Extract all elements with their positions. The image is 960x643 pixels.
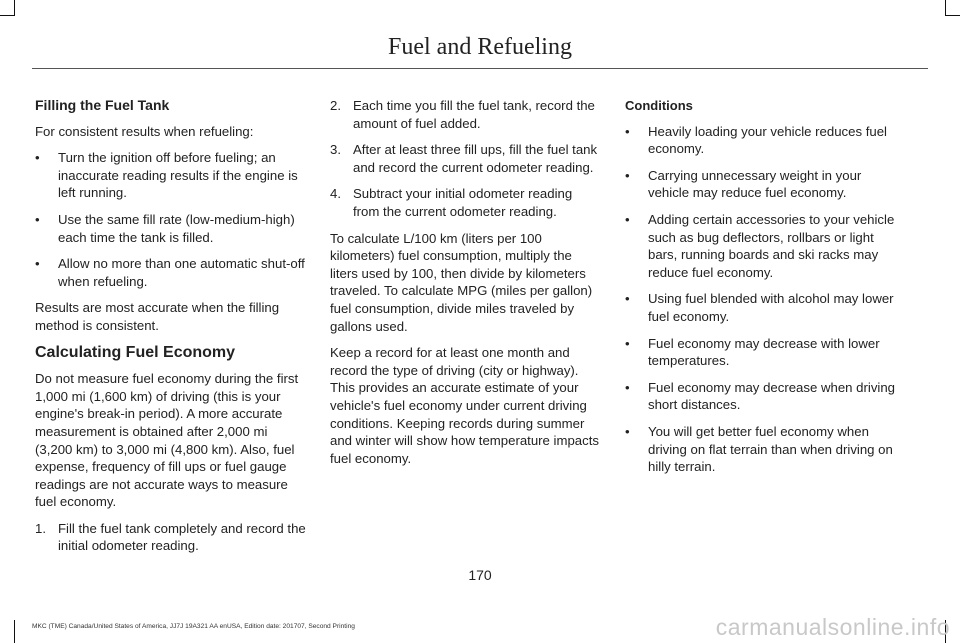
bullet-icon: • (625, 291, 630, 307)
paragraph: Results are most accurate when the filling method is consistent. (35, 300, 280, 333)
list-item: • Allow no more than one automatic shut-off when refueling. (35, 256, 305, 289)
column-middle (330, 97, 602, 476)
list-item: • Fuel economy may decrease when driving short distances. (625, 379, 896, 413)
bullet-icon: • (625, 167, 630, 183)
bullet-icon: • (35, 256, 40, 272)
intro-text: For consistent results when refueling: (35, 123, 254, 139)
list-item: • Carrying unnecessary weight in your vehicle may reduce fuel economy. (625, 167, 862, 201)
list-item: 1. Fill the fuel tank completely and record the initial odometer reading. (35, 520, 306, 554)
paragraph: To calculate L/100 km (liters per 100 kilometers) fuel consumption, multiply the liters used by 100, then divide by kilometers traveled. To calculate MPG (miles per gallon) fuel consumption, divide miles traveled by gallons used. (330, 230, 593, 334)
step-number: 1. (35, 520, 46, 536)
watermark: carmanualsonline.info (715, 614, 950, 640)
header-divider (32, 68, 928, 69)
section-heading-calculating: Calculating Fuel Economy (35, 343, 236, 361)
refueling-tips-list (35, 149, 307, 290)
list-item: 2. Each time you fill the fuel tank, record the amount of fuel added. (330, 98, 595, 131)
list-item: • Adding certain accessories to your vehicle such as bug deflectors, rollbars or light bars, running boards and ski racks may reduce fuel economy. (625, 211, 895, 280)
list-item: • Heavily loading your vehicle reduces fuel economy. (625, 123, 887, 157)
crop-mark-top-left (0, 15, 15, 16)
page-number: 170 (468, 567, 492, 583)
list-item: 3. After at least three fill ups, fill the fuel tank and record the current odometer reading. (330, 142, 598, 175)
step-number: 3. (330, 142, 341, 158)
list-item: • Using fuel blended with alcohol may lower fuel economy. (625, 291, 894, 324)
paragraph: Keep a record for at least one month and record the type of driving (city or highway). This provides an accurate estimate of your vehicle's fuel economy under current driving conditions. Keeping records during summer and winter will show how temperature impacts fuel economy. (330, 345, 599, 466)
list-item: 4. Subtract your initial odometer reading from the current odometer reading. (330, 186, 573, 219)
column-right (625, 97, 897, 485)
section-heading-filling: Filling the Fuel Tank (35, 97, 170, 113)
bullet-icon: • (625, 123, 630, 139)
list-item: • Turn the ignition off before fueling; an inaccurate reading results if the engine is left running. (35, 150, 298, 201)
steps-list (35, 520, 307, 555)
crop-mark-top-left (14, 0, 15, 16)
bullet-icon: • (625, 335, 630, 351)
paragraph: Do not measure fuel economy during the first 1,000 mi (1,600 km) of driving (this is your engine's break-in period). A more accurate measurement is obtained after 2,000 mi (3,200 km) to 3,000 mi (4,800 km). Also, fuel expense, frequency of fill ups or fuel gauge readings are not accurate ways to measure fuel economy. (35, 371, 299, 510)
steps-list (330, 97, 602, 221)
crop-mark-top-right (945, 15, 960, 16)
step-number: 4. (330, 186, 341, 202)
bullet-icon: • (625, 379, 630, 395)
bullet-icon: • (625, 211, 630, 227)
column-left (35, 97, 307, 564)
crop-mark-top-right (945, 0, 946, 16)
list-item: • Use the same fill rate (low-medium-high) each time the tank is filled. (35, 211, 295, 245)
list-item: • Fuel economy may decrease with lower temperatures. (625, 335, 880, 369)
footer-edition-info: MKC (TME) Canada/United States of America, JJ7J 19A321 AA enUSA, Edition date: 201707, Second Printing (32, 623, 355, 630)
section-heading-conditions: Conditions (625, 98, 693, 113)
page-title: Fuel and Refueling (388, 34, 572, 60)
list-item: • You will get better fuel economy when driving on flat terrain than when driving on hilly terrain. (625, 423, 893, 475)
crop-mark-bottom-left (14, 620, 15, 643)
step-number: 2. (330, 98, 341, 113)
bullet-icon: • (625, 423, 630, 439)
bullet-icon: • (35, 211, 40, 227)
bullet-icon: • (35, 150, 40, 166)
conditions-list (625, 123, 897, 476)
